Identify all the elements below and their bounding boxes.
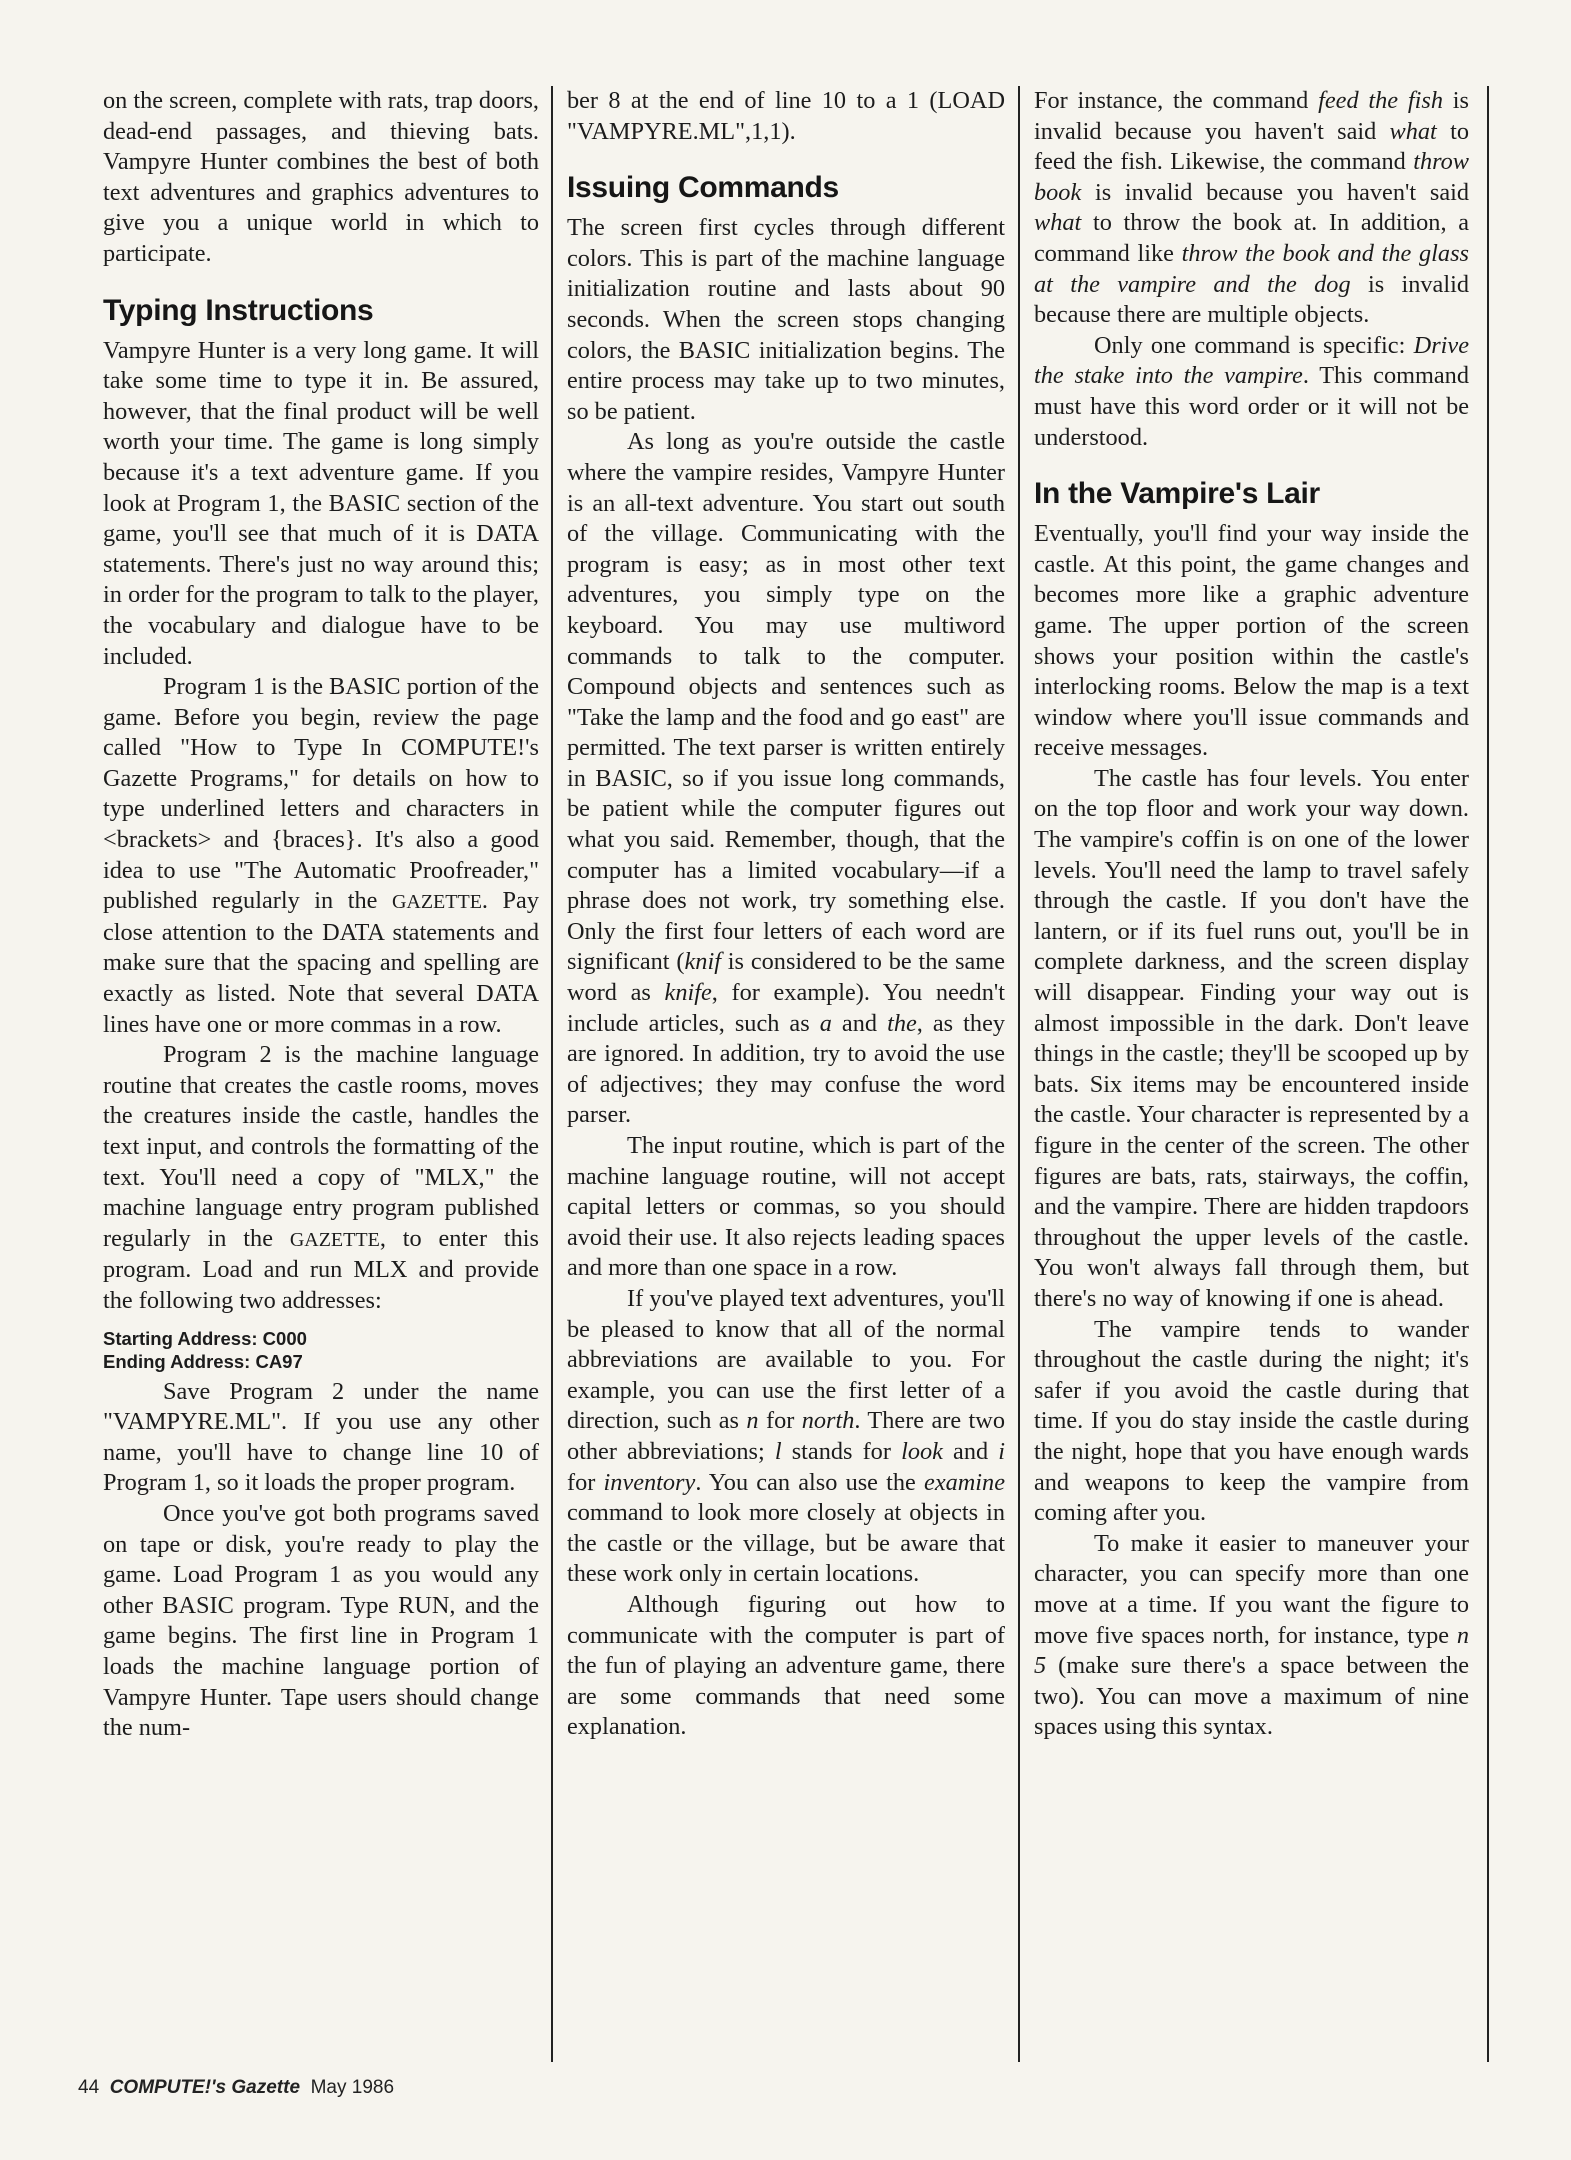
paragraph: The input routine, which is part of the machine language routine, will not accept capital letters or commas, so you should avoid their use. It also rejects leading spaces and more than one space in a row. — [567, 1132, 1005, 1282]
address-block — [103, 1327, 539, 1373]
page-number: 44 — [78, 2077, 100, 2098]
column-rule-middle — [1018, 86, 1020, 2062]
issue-date: May 1986 — [310, 2077, 395, 2098]
paragraph: The screen first cycles through different colors. This is part of the machine language initialization routine and lasts about 90 seconds. When the screen stops changing colors, the BASIC initialization begins. The entire process may take up to two minutes, so be patient. — [567, 214, 1005, 425]
column-rule-left — [551, 86, 553, 2062]
article-column-1 — [103, 86, 539, 1744]
column-rule-right — [1487, 86, 1489, 2062]
section-heading-issuing-commands: Issuing Commands — [567, 171, 839, 205]
section-heading-typing-instructions: Typing Instructions — [103, 293, 374, 327]
article-column-3 — [1034, 86, 1469, 1743]
paragraph: Program 2 is the machine language routine that creates the castle rooms, moves the creatures inside the castle, handles the text input, and controls the formatting of the text. You'll need a copy of "MLX," the machine language entry program published regularly in the GAZETTE, to enter this program. Load and run MLX and provide the following two addresses: — [103, 1041, 539, 1314]
paragraph: on the screen, complete with rats, trap doors, dead-end passages, and thieving bats. Vampyre Hunter combines the best of both text adventures and graphics adventures to give you a unique world in which to participate. — [103, 87, 539, 267]
article-column-2 — [567, 86, 1005, 1743]
paragraph: The castle has four levels. You enter on the top floor and work your way down. The vampire's coffin is on one of the lower levels. You'll need the lamp to travel safely through the castle. If you don't have the lantern, or if its fuel runs out, you'll be in complete darkness, and the screen display will disappear. Finding your way out is almost impossible in the dark. Don't leave things in the castle; they'll be scooped up by bats. Six items may be encountered inside the castle. Your character is represented by a figure in the center of the screen. The other figures are bats, rats, stairways, the coffin, and the vampire. There are hidden trapdoors throughout the upper levels of the castle. You won't always fall through them, but there's no way of knowing if one is ahead. — [1034, 764, 1469, 1312]
paragraph: For instance, the command feed the fish is invalid because you haven't said what to feed the fish. Likewise, the command throw book is invalid because you haven't said what to throw the book at. In addition, a command like throw the book and the glass at the vampire and the dog is invalid because there are multiple objects. — [1034, 87, 1469, 329]
paragraph: Although figuring out how to communicate with the computer is part of the fun of playing an adventure game, there are some commands that need some explanation. — [567, 1590, 1005, 1741]
ending-address: Ending Address: CA97 — [103, 1350, 303, 1372]
paragraph: To make it easier to maneuver your character, you can specify more than one move at a time. If you want the figure to move five spaces north, for instance, type n 5 (make sure there's a space between the two). You can move a maximum of nine spaces using this syntax. — [1034, 1529, 1469, 1741]
paragraph: ber 8 at the end of line 10 to a 1 (LOAD "VAMPYRE.ML",1,1). — [567, 87, 1005, 145]
paragraph: Once you've got both programs saved on tape or disk, you're ready to play the game. Load Program 1 as you would any other BASIC program. Type RUN, and the game begins. The first line in Program 1 loads the machine language portion of Vampyre Hunter. Tape users should change the num- — [103, 1499, 539, 1742]
paragraph: Save Program 2 under the name "VAMPYRE.ML". If you use any other name, you'll have to change line 10 of Program 1, so it loads the proper program. — [103, 1377, 539, 1497]
magazine-name: COMPUTE!'s Gazette — [109, 2077, 301, 2098]
paragraph: Eventually, you'll find your way inside the castle. At this point, the game changes and becomes more like a graphic adventure game. The upper portion of the screen shows your position within the castle's interlocking rooms. Below the map is a text window where you'll issue commands and receive messages. — [1034, 520, 1469, 762]
starting-address: Starting Address: C000 — [103, 1327, 307, 1349]
paragraph: Vampyre Hunter is a very long game. It will take some time to type it in. Be assured, however, that the final product will be well worth your time. The game is long simply because it's a text adventure game. If you look at Program 1, the BASIC section of the game, you'll see that much of it is DATA statements. There's just no way around this; in order for the program to talk to the player, the vocabulary and dialogue have to be included. — [103, 336, 539, 670]
paragraph: As long as you're outside the castle where the vampire resides, Vampyre Hunter is an all-text adventure. You start out south of the village. Communicating with the program is easy; as in most other text adventures, you simply type on the keyboard. You may use multiword commands to talk to the computer. Compound objects and sentences such as "Take the lamp and the food and go east" are permitted. The text parser is written entirely in BASIC, so if you issue long commands, be patient while the computer figures out what you said. Remember, though, that the computer has a limited vocabulary—if a phrase does not work, try something else. Only the first four letters of each word are significant (knif is considered to be the same word as knife, for example). You needn't include articles, such as a and the, as they are ignored. In addition, try to avoid the use of adjectives; they may confuse the word parser. — [567, 428, 1005, 1129]
paragraph: If you've played text adventures, you'll be pleased to know that all of the normal abbreviations are available to you. For example, you can use the first letter of a direction, such as n for north. There are two other abbreviations; l stands for look and i for inventory. You can also use the examine command to look more closely at objects in the castle or the village, but be aware that these work only in certain locations. — [567, 1284, 1006, 1588]
page-footer — [78, 2077, 394, 2099]
paragraph: Only one command is specific: Drive the stake into the vampire. This command must have this word order or it will not be understood. — [1034, 331, 1469, 451]
paragraph: The vampire tends to wander throughout the castle during the night; it's safer if you avoid the castle during that time. If you do stay inside the castle during the night, hope that you have enough wards and weapons to keep the vampire from coming after you. — [1034, 1315, 1469, 1527]
paragraph: Program 1 is the BASIC portion of the game. Before you begin, review the page called "How to Type In COMPUTE!'s Gazette Programs," for details on how to type underlined letters and characters in <brackets> and {braces}. It's also a good idea to use "The Automatic Proofreader," published regularly in the GAZETTE. Pay close attention to the DATA statements and make sure that the spacing and spelling are exactly as listed. Note that several DATA lines have one or more commas in a row. — [103, 673, 540, 1038]
section-heading-vampires-lair: In the Vampire's Lair — [1034, 477, 1320, 511]
